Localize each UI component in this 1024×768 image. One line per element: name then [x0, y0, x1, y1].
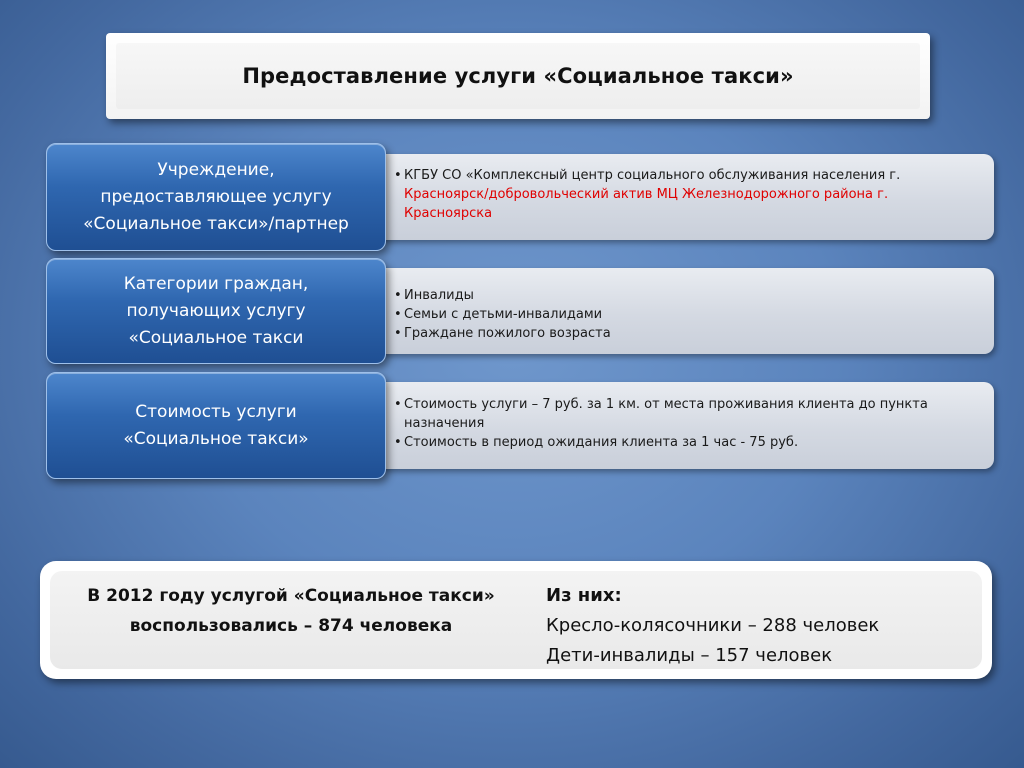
- row-cost: [46, 372, 994, 479]
- list-item: • Стоимость в период ожидания клиента за 1 час - 75 руб.: [394, 435, 799, 450]
- cost-info-box: [376, 382, 994, 469]
- bullet-icon: •: [394, 288, 402, 303]
- bullet-icon: •: [394, 397, 402, 412]
- summary-breakdown: [546, 581, 879, 671]
- bullet-icon: •: [394, 168, 402, 183]
- bullet-icon: •: [394, 435, 402, 450]
- bullet-icon: •: [394, 326, 402, 341]
- list-item: • КГБУ СО «Комплексный центр социального обслуживания населения г. Красноярск/добровольческий актив МЦ Железнодорожного района г. Красноярска: [394, 168, 901, 221]
- list-item: • Граждане пожилого возраста: [394, 326, 611, 341]
- categories-label: Категории граждан, получающих услугу «Социальное такси: [46, 258, 386, 364]
- cost-label: Стоимость услуги «Социальное такси»: [46, 372, 386, 479]
- categories-info-box: [376, 268, 994, 354]
- breakdown-children: Дети-инвалиды – 157 человек: [546, 645, 833, 666]
- list-item: • Инвалиды: [394, 288, 474, 303]
- row-categories: [46, 258, 994, 364]
- page-title: Предоставление услуги «Социальное такси»: [242, 64, 794, 88]
- list-item: • Семьи с детьми-инвалидами: [394, 307, 603, 322]
- summary-total: В 2012 году услугой «Социальное такси» воспользовались – 874 человека: [87, 586, 495, 636]
- institution-label: Учреждение, предоставляющее услугу «Социальное такси»/партнер: [46, 143, 386, 251]
- summary-panel: [40, 561, 992, 679]
- breakdown-wheelchair: Кресло-колясочники – 288 человек: [546, 615, 880, 636]
- bullet-icon: •: [394, 307, 402, 322]
- institution-info-box: [376, 154, 994, 240]
- breakdown-heading: Из них:: [546, 585, 622, 606]
- row-institution: [46, 143, 994, 251]
- list-item: • Стоимость услуги – 7 руб. за 1 км. от места проживания клиента до пункта назначения: [394, 397, 928, 431]
- title-panel: [106, 33, 930, 119]
- partner-highlight: Красноярск/добровольческий актив МЦ Железнодорожного района г. Красноярска: [404, 187, 889, 221]
